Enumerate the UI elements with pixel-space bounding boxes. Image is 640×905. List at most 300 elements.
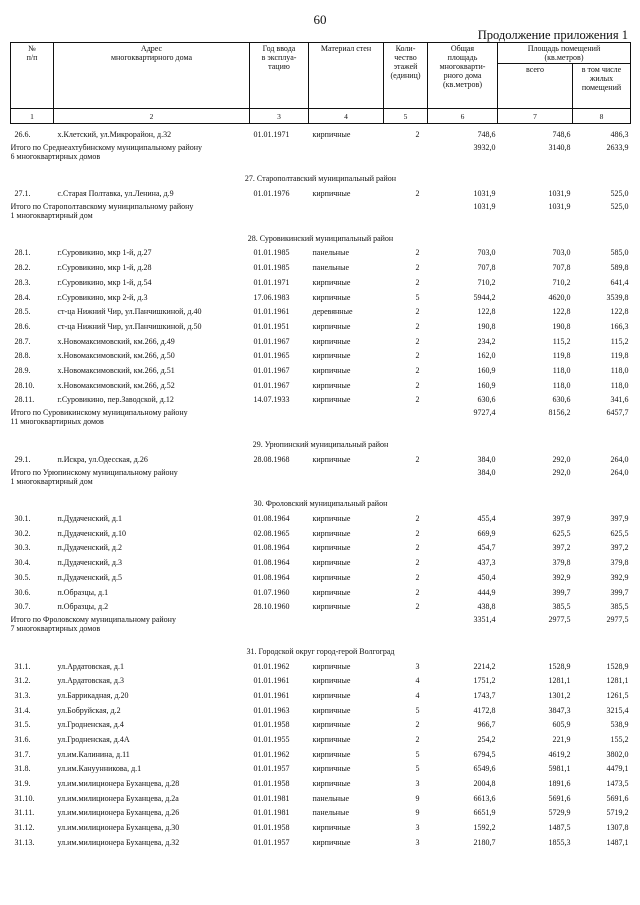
row-floors: 2 bbox=[415, 720, 420, 730]
row-wall-material: кирпичные bbox=[312, 823, 351, 833]
row-total-area: 5944,2 bbox=[473, 292, 496, 302]
column-number-1: 1 bbox=[11, 109, 54, 124]
row-premises-living: 118,0 bbox=[610, 380, 629, 390]
total-area-value: 384,0 bbox=[477, 467, 496, 477]
row-premises-all: 392,9 bbox=[552, 572, 571, 582]
table-row bbox=[11, 597, 631, 612]
row-number: 28.8. bbox=[14, 351, 31, 361]
section-title: 28. Суровикинский муниципальный район bbox=[247, 233, 394, 243]
row-number: 30.6. bbox=[14, 587, 31, 597]
premises-all-value: 3140,8 bbox=[548, 142, 571, 152]
row-address: п.Дудаченский, д.2 bbox=[57, 543, 122, 553]
row-wall-material: кирпичные bbox=[312, 676, 351, 686]
premises-living-value: 2633,9 bbox=[606, 142, 629, 152]
table-row bbox=[11, 788, 631, 803]
row-premises-all: 625,5 bbox=[552, 528, 571, 538]
row-address: ст-ца Нижний Чир, ул.Панчишкиной, д.40 bbox=[57, 307, 202, 317]
premises-living-value: 2977,5 bbox=[606, 615, 629, 625]
table-row bbox=[11, 685, 631, 700]
table-row bbox=[11, 449, 631, 464]
row-number: 30.3. bbox=[14, 543, 31, 553]
table-row bbox=[11, 671, 631, 686]
row-year: 01.01.1967 bbox=[253, 336, 290, 346]
row-premises-living: 385,5 bbox=[610, 602, 629, 612]
row-floors: 2 bbox=[415, 365, 420, 375]
header-premises-area: Площадь помещений (кв.метров) bbox=[498, 43, 631, 64]
row-year: 01.01.1951 bbox=[253, 321, 290, 331]
row-number: 28.9. bbox=[14, 365, 31, 375]
table-row bbox=[11, 346, 631, 361]
row-premises-all: 118,0 bbox=[552, 380, 571, 390]
row-total-area: 384,0 bbox=[477, 454, 496, 464]
row-premises-living: 1528,9 bbox=[606, 661, 629, 671]
section-title: 29. Урюпинский муниципальный район bbox=[252, 440, 389, 449]
row-address: х.Новомаксимовский, км.266, д.51 bbox=[57, 365, 175, 375]
district-total-row bbox=[11, 611, 631, 638]
row-premises-living: 589,8 bbox=[610, 263, 629, 273]
row-premises-all: 1891,6 bbox=[548, 779, 571, 789]
row-number: 28.6. bbox=[14, 321, 31, 331]
table-row bbox=[11, 375, 631, 390]
row-year: 01.01.1955 bbox=[253, 735, 290, 744]
column-number-4: 4 bbox=[309, 109, 384, 124]
row-wall-material: кирпичные bbox=[312, 779, 351, 789]
row-address: ул.им.Кануунникова, д.1 bbox=[57, 764, 142, 774]
row-floors: 5 bbox=[415, 764, 420, 774]
header-floors: Коли- чество этажей (единиц) bbox=[384, 43, 428, 109]
header-column-numbers bbox=[11, 109, 631, 124]
row-number: 31.6. bbox=[14, 735, 31, 744]
row-year: 01.08.1964 bbox=[253, 558, 290, 568]
row-total-area: 190,8 bbox=[477, 321, 496, 331]
row-wall-material: панельные bbox=[312, 263, 350, 273]
section-title: 27. Старополтавский муниципальный район bbox=[244, 174, 397, 184]
housing-table-sheet bbox=[10, 42, 630, 847]
row-number: 31.8. bbox=[14, 764, 31, 774]
row-floors: 2 bbox=[415, 277, 420, 287]
row-premises-all: 703,0 bbox=[552, 248, 571, 258]
row-address: х.Новомаксимовский, км.266, д.49 bbox=[57, 336, 175, 346]
row-premises-living: 118,0 bbox=[610, 365, 629, 375]
header-wall-material: Материал стен bbox=[309, 43, 384, 109]
row-total-area: 4172,8 bbox=[473, 705, 496, 715]
column-number-2: 2 bbox=[54, 109, 250, 124]
row-total-area: 2180,7 bbox=[473, 837, 496, 847]
row-address: г.Суровикино, мкр 1-й, д.28 bbox=[57, 263, 152, 273]
row-wall-material: кирпичные bbox=[312, 837, 351, 847]
row-address: ул.им.Калинина, д.11 bbox=[57, 749, 130, 759]
row-number: 26.6. bbox=[14, 129, 31, 139]
row-wall-material: кирпичные bbox=[312, 336, 351, 346]
row-premises-living: 525,0 bbox=[610, 189, 629, 199]
page-number: 60 bbox=[313, 12, 327, 27]
row-premises-living: 264,0 bbox=[610, 454, 629, 464]
row-year: 01.01.1971 bbox=[253, 277, 290, 287]
row-year: 17.06.1983 bbox=[253, 292, 290, 302]
column-number-7: 7 bbox=[498, 109, 573, 124]
row-premises-living: 397,9 bbox=[610, 514, 629, 524]
row-premises-all: 5729,9 bbox=[548, 808, 571, 818]
row-year: 01.01.1961 bbox=[253, 690, 290, 700]
row-premises-living: 166,3 bbox=[610, 321, 629, 331]
row-total-area: 966,7 bbox=[477, 720, 496, 730]
row-year: 01.01.1958 bbox=[253, 720, 290, 730]
district-total-row bbox=[11, 139, 631, 166]
row-year: 01.01.1961 bbox=[253, 307, 290, 317]
row-floors: 2 bbox=[415, 189, 420, 199]
row-premises-all: 1281,1 bbox=[548, 676, 571, 686]
section-heading-row bbox=[11, 225, 631, 243]
row-number: 31.2. bbox=[14, 676, 31, 686]
row-premises-all: 190,8 bbox=[552, 321, 571, 331]
row-number: 28.11. bbox=[14, 395, 35, 405]
table-row bbox=[11, 700, 631, 715]
row-premises-living: 585,0 bbox=[610, 248, 629, 258]
row-total-area: 455,4 bbox=[477, 514, 496, 524]
premises-living-value: 6457,7 bbox=[606, 408, 629, 418]
row-premises-all: 605,9 bbox=[552, 720, 571, 730]
row-floors: 4 bbox=[415, 690, 420, 700]
row-total-area: 6794,5 bbox=[473, 749, 496, 759]
row-year: 14.07.1933 bbox=[253, 395, 290, 405]
row-address: ст-ца Нижний Чир, ул.Панчишкиной, д.50 bbox=[57, 321, 202, 331]
row-year: 01.01.1962 bbox=[253, 749, 290, 759]
table-row bbox=[11, 803, 631, 818]
district-total-row bbox=[11, 464, 631, 491]
row-premises-living: 341,6 bbox=[610, 395, 629, 405]
row-wall-material: кирпичные bbox=[312, 454, 351, 464]
row-number: 30.5. bbox=[14, 572, 31, 582]
row-wall-material: кирпичные bbox=[312, 705, 351, 715]
row-address: ул.Ардатовская, д.3 bbox=[57, 676, 124, 686]
table-header bbox=[11, 43, 631, 124]
row-total-area: 437,3 bbox=[477, 558, 496, 568]
row-total-area: 6549,6 bbox=[473, 764, 496, 774]
row-year: 28.08.1968 bbox=[253, 454, 290, 464]
row-number: 31.9. bbox=[14, 779, 31, 789]
row-wall-material: кирпичные bbox=[312, 351, 351, 361]
row-address: х.Клетский, ул.Микрорайон, д.32 bbox=[57, 129, 172, 139]
row-floors: 9 bbox=[415, 808, 420, 818]
row-wall-material: кирпичные bbox=[312, 365, 351, 375]
row-total-area: 162,0 bbox=[477, 351, 496, 361]
row-floors: 2 bbox=[415, 528, 420, 538]
row-year: 02.08.1965 bbox=[253, 528, 290, 538]
row-floors: 2 bbox=[415, 336, 420, 346]
row-address: п.Образцы, д.2 bbox=[57, 602, 109, 612]
row-year: 01.01.1976 bbox=[253, 189, 290, 199]
row-premises-all: 379,8 bbox=[552, 558, 571, 568]
row-floors: 5 bbox=[415, 292, 420, 302]
row-total-area: 450,4 bbox=[477, 572, 496, 582]
table-row bbox=[11, 715, 631, 730]
row-wall-material: кирпичные bbox=[312, 395, 351, 405]
row-number: 31.4. bbox=[14, 705, 31, 715]
table-body bbox=[11, 124, 631, 847]
row-floors: 2 bbox=[415, 351, 420, 361]
row-address: п.Дудаченский, д.1 bbox=[57, 514, 122, 524]
row-wall-material: кирпичные bbox=[312, 764, 351, 774]
row-premises-all: 1487,5 bbox=[548, 823, 571, 833]
table-row bbox=[11, 302, 631, 317]
total-area-value: 9727,4 bbox=[473, 408, 496, 418]
row-total-area: 1031,9 bbox=[473, 189, 496, 199]
row-premises-all: 4619,2 bbox=[548, 749, 571, 759]
row-total-area: 1743,7 bbox=[473, 690, 496, 700]
row-number: 27.1. bbox=[14, 189, 31, 199]
row-address: г.Суровикино, пер.Заводской, д.12 bbox=[57, 395, 174, 405]
row-total-area: 444,9 bbox=[477, 587, 496, 597]
row-premises-living: 155,2 bbox=[610, 735, 629, 744]
row-floors: 2 bbox=[415, 380, 420, 390]
district-total-row bbox=[11, 198, 631, 225]
row-floors: 2 bbox=[415, 587, 420, 597]
row-address: х.Новомаксимовский, км.266, д.50 bbox=[57, 351, 175, 361]
row-year: 01.01.1981 bbox=[253, 808, 290, 818]
table-row bbox=[11, 508, 631, 523]
total-area-value: 3351,4 bbox=[473, 615, 496, 625]
row-year: 01.01.1961 bbox=[253, 676, 290, 686]
table-row bbox=[11, 287, 631, 302]
row-wall-material: кирпичные bbox=[312, 380, 351, 390]
table-row bbox=[11, 124, 631, 139]
row-premises-all: 385,5 bbox=[552, 602, 571, 612]
table-row bbox=[11, 243, 631, 258]
row-premises-all: 1528,9 bbox=[548, 661, 571, 671]
row-premises-living: 625,5 bbox=[610, 528, 629, 538]
row-number: 30.7. bbox=[14, 602, 31, 612]
table-row bbox=[11, 832, 631, 847]
housing-table bbox=[10, 42, 631, 847]
row-floors: 2 bbox=[415, 602, 420, 612]
row-number: 31.12. bbox=[14, 823, 35, 833]
row-number: 28.2. bbox=[14, 263, 31, 273]
row-year: 28.10.1960 bbox=[253, 602, 290, 612]
row-year: 01.07.1960 bbox=[253, 587, 290, 597]
row-floors: 2 bbox=[415, 321, 420, 331]
row-floors: 5 bbox=[415, 749, 420, 759]
row-premises-living: 379,8 bbox=[610, 558, 629, 568]
row-number: 28.3. bbox=[14, 277, 31, 287]
row-premises-living: 3802,0 bbox=[606, 749, 629, 759]
row-address: ул.им.милиционера Буханцева, д.30 bbox=[57, 823, 180, 833]
row-address: п.Образцы, д.1 bbox=[57, 587, 109, 597]
row-address: ул.им.милиционера Буханцева, д.28 bbox=[57, 779, 180, 789]
row-premises-living: 115,2 bbox=[610, 336, 629, 346]
row-total-area: 160,9 bbox=[477, 365, 496, 375]
row-wall-material: кирпичные bbox=[312, 572, 351, 582]
row-address: п.Дудаченский, д.10 bbox=[57, 528, 126, 538]
row-floors: 2 bbox=[415, 248, 420, 258]
row-wall-material: кирпичные bbox=[312, 587, 351, 597]
district-total-row bbox=[11, 404, 631, 431]
row-wall-material: кирпичные bbox=[312, 543, 351, 553]
row-premises-living: 1261,5 bbox=[606, 690, 629, 700]
row-total-area: 669,9 bbox=[477, 528, 496, 538]
row-premises-living: 486,3 bbox=[610, 129, 629, 139]
row-year: 01.01.1963 bbox=[253, 705, 290, 715]
appendix-continuation: Продолжение приложения 1 bbox=[477, 28, 628, 42]
row-premises-living: 3215,4 bbox=[606, 705, 629, 715]
row-address: г.Суровикино, мкр 1-й, д.27 bbox=[57, 248, 152, 258]
row-year: 01.01.1965 bbox=[253, 351, 290, 361]
row-floors: 2 bbox=[415, 395, 420, 405]
row-wall-material: кирпичные bbox=[312, 528, 351, 538]
row-address: ул.им.милиционера Буханцева, д.32 bbox=[57, 837, 180, 847]
row-wall-material: кирпичные bbox=[312, 558, 351, 568]
row-total-area: 454,7 bbox=[477, 543, 496, 553]
table-row bbox=[11, 257, 631, 272]
row-wall-material: кирпичные bbox=[312, 129, 351, 139]
row-floors: 2 bbox=[415, 263, 420, 273]
row-number: 30.1. bbox=[14, 514, 31, 524]
row-premises-all: 630,6 bbox=[552, 395, 571, 405]
column-number-6: 6 bbox=[428, 109, 498, 124]
row-wall-material: кирпичные bbox=[312, 292, 351, 302]
table-row bbox=[11, 759, 631, 774]
row-address: г.Суровикино, мкр 1-й, д.54 bbox=[57, 277, 152, 287]
row-total-area: 1751,2 bbox=[473, 676, 496, 686]
row-address: п.Искра, ул.Одесская, д.26 bbox=[57, 454, 148, 464]
row-premises-living: 397,2 bbox=[610, 543, 629, 553]
row-floors: 2 bbox=[415, 558, 420, 568]
row-floors: 3 bbox=[415, 779, 420, 789]
row-address: п.Дудаченский, д.3 bbox=[57, 558, 122, 568]
row-premises-living: 1281,1 bbox=[606, 676, 629, 686]
row-wall-material: кирпичные bbox=[312, 277, 351, 287]
total-label: Итого по Суровикинскому муниципальному району 11 многоквартирных домов bbox=[10, 408, 188, 427]
total-area-value: 1031,9 bbox=[473, 202, 496, 212]
row-address: ул.Ардатовская, д.1 bbox=[57, 661, 124, 671]
row-address: х.Новомаксимовский, км.266, д.52 bbox=[57, 380, 175, 390]
row-premises-all: 221,9 bbox=[552, 735, 571, 744]
column-number-5: 5 bbox=[384, 109, 428, 124]
row-floors: 2 bbox=[415, 129, 420, 139]
row-wall-material: кирпичные bbox=[312, 720, 351, 730]
row-year: 01.01.1958 bbox=[253, 823, 290, 833]
row-number: 31.1. bbox=[14, 661, 31, 671]
row-floors: 2 bbox=[415, 514, 420, 524]
row-address: ул.Гродненская, д.4 bbox=[57, 720, 124, 730]
row-year: 01.08.1964 bbox=[253, 514, 290, 524]
row-premises-living: 119,8 bbox=[610, 351, 629, 361]
row-premises-all: 5691,6 bbox=[548, 793, 571, 803]
row-wall-material: панельные bbox=[312, 248, 350, 258]
row-number: 31.10. bbox=[14, 793, 35, 803]
table-row bbox=[11, 360, 631, 375]
section-heading-row bbox=[11, 491, 631, 509]
row-premises-living: 5691,6 bbox=[606, 793, 629, 803]
row-wall-material: кирпичные bbox=[312, 690, 351, 700]
row-total-area: 122,8 bbox=[477, 307, 496, 317]
row-number: 30.2. bbox=[14, 528, 31, 538]
section-heading-row bbox=[11, 638, 631, 656]
total-label: Итого по Среднеахтубинскому муниципальному району 6 многоквартирных домов bbox=[10, 142, 203, 161]
row-total-area: 707,8 bbox=[477, 263, 496, 273]
row-wall-material: кирпичные bbox=[312, 661, 351, 671]
section-title: 31. Городской округ город-герой Волгоград bbox=[246, 646, 395, 656]
row-address: ул.Гродненская, д.4А bbox=[57, 735, 130, 744]
row-year: 01.01.1967 bbox=[253, 365, 290, 375]
row-total-area: 1592,2 bbox=[473, 823, 496, 833]
premises-living-value: 525,0 bbox=[610, 202, 629, 212]
row-floors: 2 bbox=[415, 735, 420, 744]
row-premises-all: 710,2 bbox=[552, 277, 571, 287]
premises-all-value: 1031,9 bbox=[548, 202, 571, 212]
row-total-area: 6651,9 bbox=[473, 808, 496, 818]
row-premises-all: 292,0 bbox=[552, 454, 571, 464]
row-premises-all: 397,9 bbox=[552, 514, 571, 524]
header-premises-all: всего bbox=[498, 64, 573, 109]
table-row bbox=[11, 523, 631, 538]
row-premises-living: 4479,1 bbox=[606, 764, 629, 774]
table-row bbox=[11, 729, 631, 744]
row-address: ул.Баррикадная, д.20 bbox=[57, 690, 129, 700]
row-number: 28.5. bbox=[14, 307, 31, 317]
row-address: ул.им.милиционера Буханцева, д.26 bbox=[57, 808, 180, 818]
table-row bbox=[11, 538, 631, 553]
row-premises-all: 5981,1 bbox=[548, 764, 571, 774]
row-address: п.Дудаченский, д.5 bbox=[57, 572, 122, 582]
row-number: 31.7. bbox=[14, 749, 31, 759]
row-floors: 2 bbox=[415, 307, 420, 317]
row-floors: 2 bbox=[415, 454, 420, 464]
total-area-value: 3932,0 bbox=[473, 142, 496, 152]
row-premises-all: 397,2 bbox=[552, 543, 571, 553]
row-number: 28.4. bbox=[14, 292, 31, 302]
row-wall-material: панельные bbox=[312, 808, 350, 818]
header-year: Год ввода в эксплуа- тацию bbox=[250, 43, 309, 109]
row-total-area: 438,8 bbox=[477, 602, 496, 612]
row-floors: 3 bbox=[415, 823, 420, 833]
row-year: 01.08.1964 bbox=[253, 543, 290, 553]
table-row bbox=[11, 817, 631, 832]
row-premises-all: 122,8 bbox=[552, 307, 571, 317]
table-row bbox=[11, 316, 631, 331]
header-total-area: Общая площадь многокварти- рного дома (кв.метров) bbox=[428, 43, 498, 109]
row-address: г.Суровикино, мкр 2-й, д.3 bbox=[57, 292, 148, 302]
row-wall-material: кирпичные bbox=[312, 189, 351, 199]
row-premises-all: 707,8 bbox=[552, 263, 571, 273]
table-row bbox=[11, 272, 631, 287]
table-row bbox=[11, 390, 631, 405]
row-total-area: 748,6 bbox=[477, 129, 496, 139]
row-premises-living: 1307,8 bbox=[606, 823, 629, 833]
row-premises-living: 399,7 bbox=[610, 587, 629, 597]
row-total-area: 160,9 bbox=[477, 380, 496, 390]
row-year: 01.01.1985 bbox=[253, 248, 290, 258]
row-number: 30.4. bbox=[14, 558, 31, 568]
row-wall-material: кирпичные bbox=[312, 321, 351, 331]
table-row bbox=[11, 582, 631, 597]
row-year: 01.08.1964 bbox=[253, 572, 290, 582]
row-total-area: 630,6 bbox=[477, 395, 496, 405]
row-total-area: 254,2 bbox=[477, 735, 496, 744]
table-row bbox=[11, 331, 631, 346]
row-premises-all: 1855,3 bbox=[548, 837, 571, 847]
table-row bbox=[11, 773, 631, 788]
header-number: № п/п bbox=[11, 43, 54, 109]
row-total-area: 703,0 bbox=[477, 248, 496, 258]
row-year: 01.01.1971 bbox=[253, 129, 290, 139]
row-year: 01.01.1957 bbox=[253, 764, 290, 774]
column-number-8: 8 bbox=[573, 109, 631, 124]
header-address: Адрес многоквартирного дома bbox=[54, 43, 250, 109]
row-floors: 4 bbox=[415, 676, 420, 686]
row-premises-living: 1473,5 bbox=[606, 779, 629, 789]
row-wall-material: кирпичные bbox=[312, 602, 351, 612]
table-row bbox=[11, 567, 631, 582]
